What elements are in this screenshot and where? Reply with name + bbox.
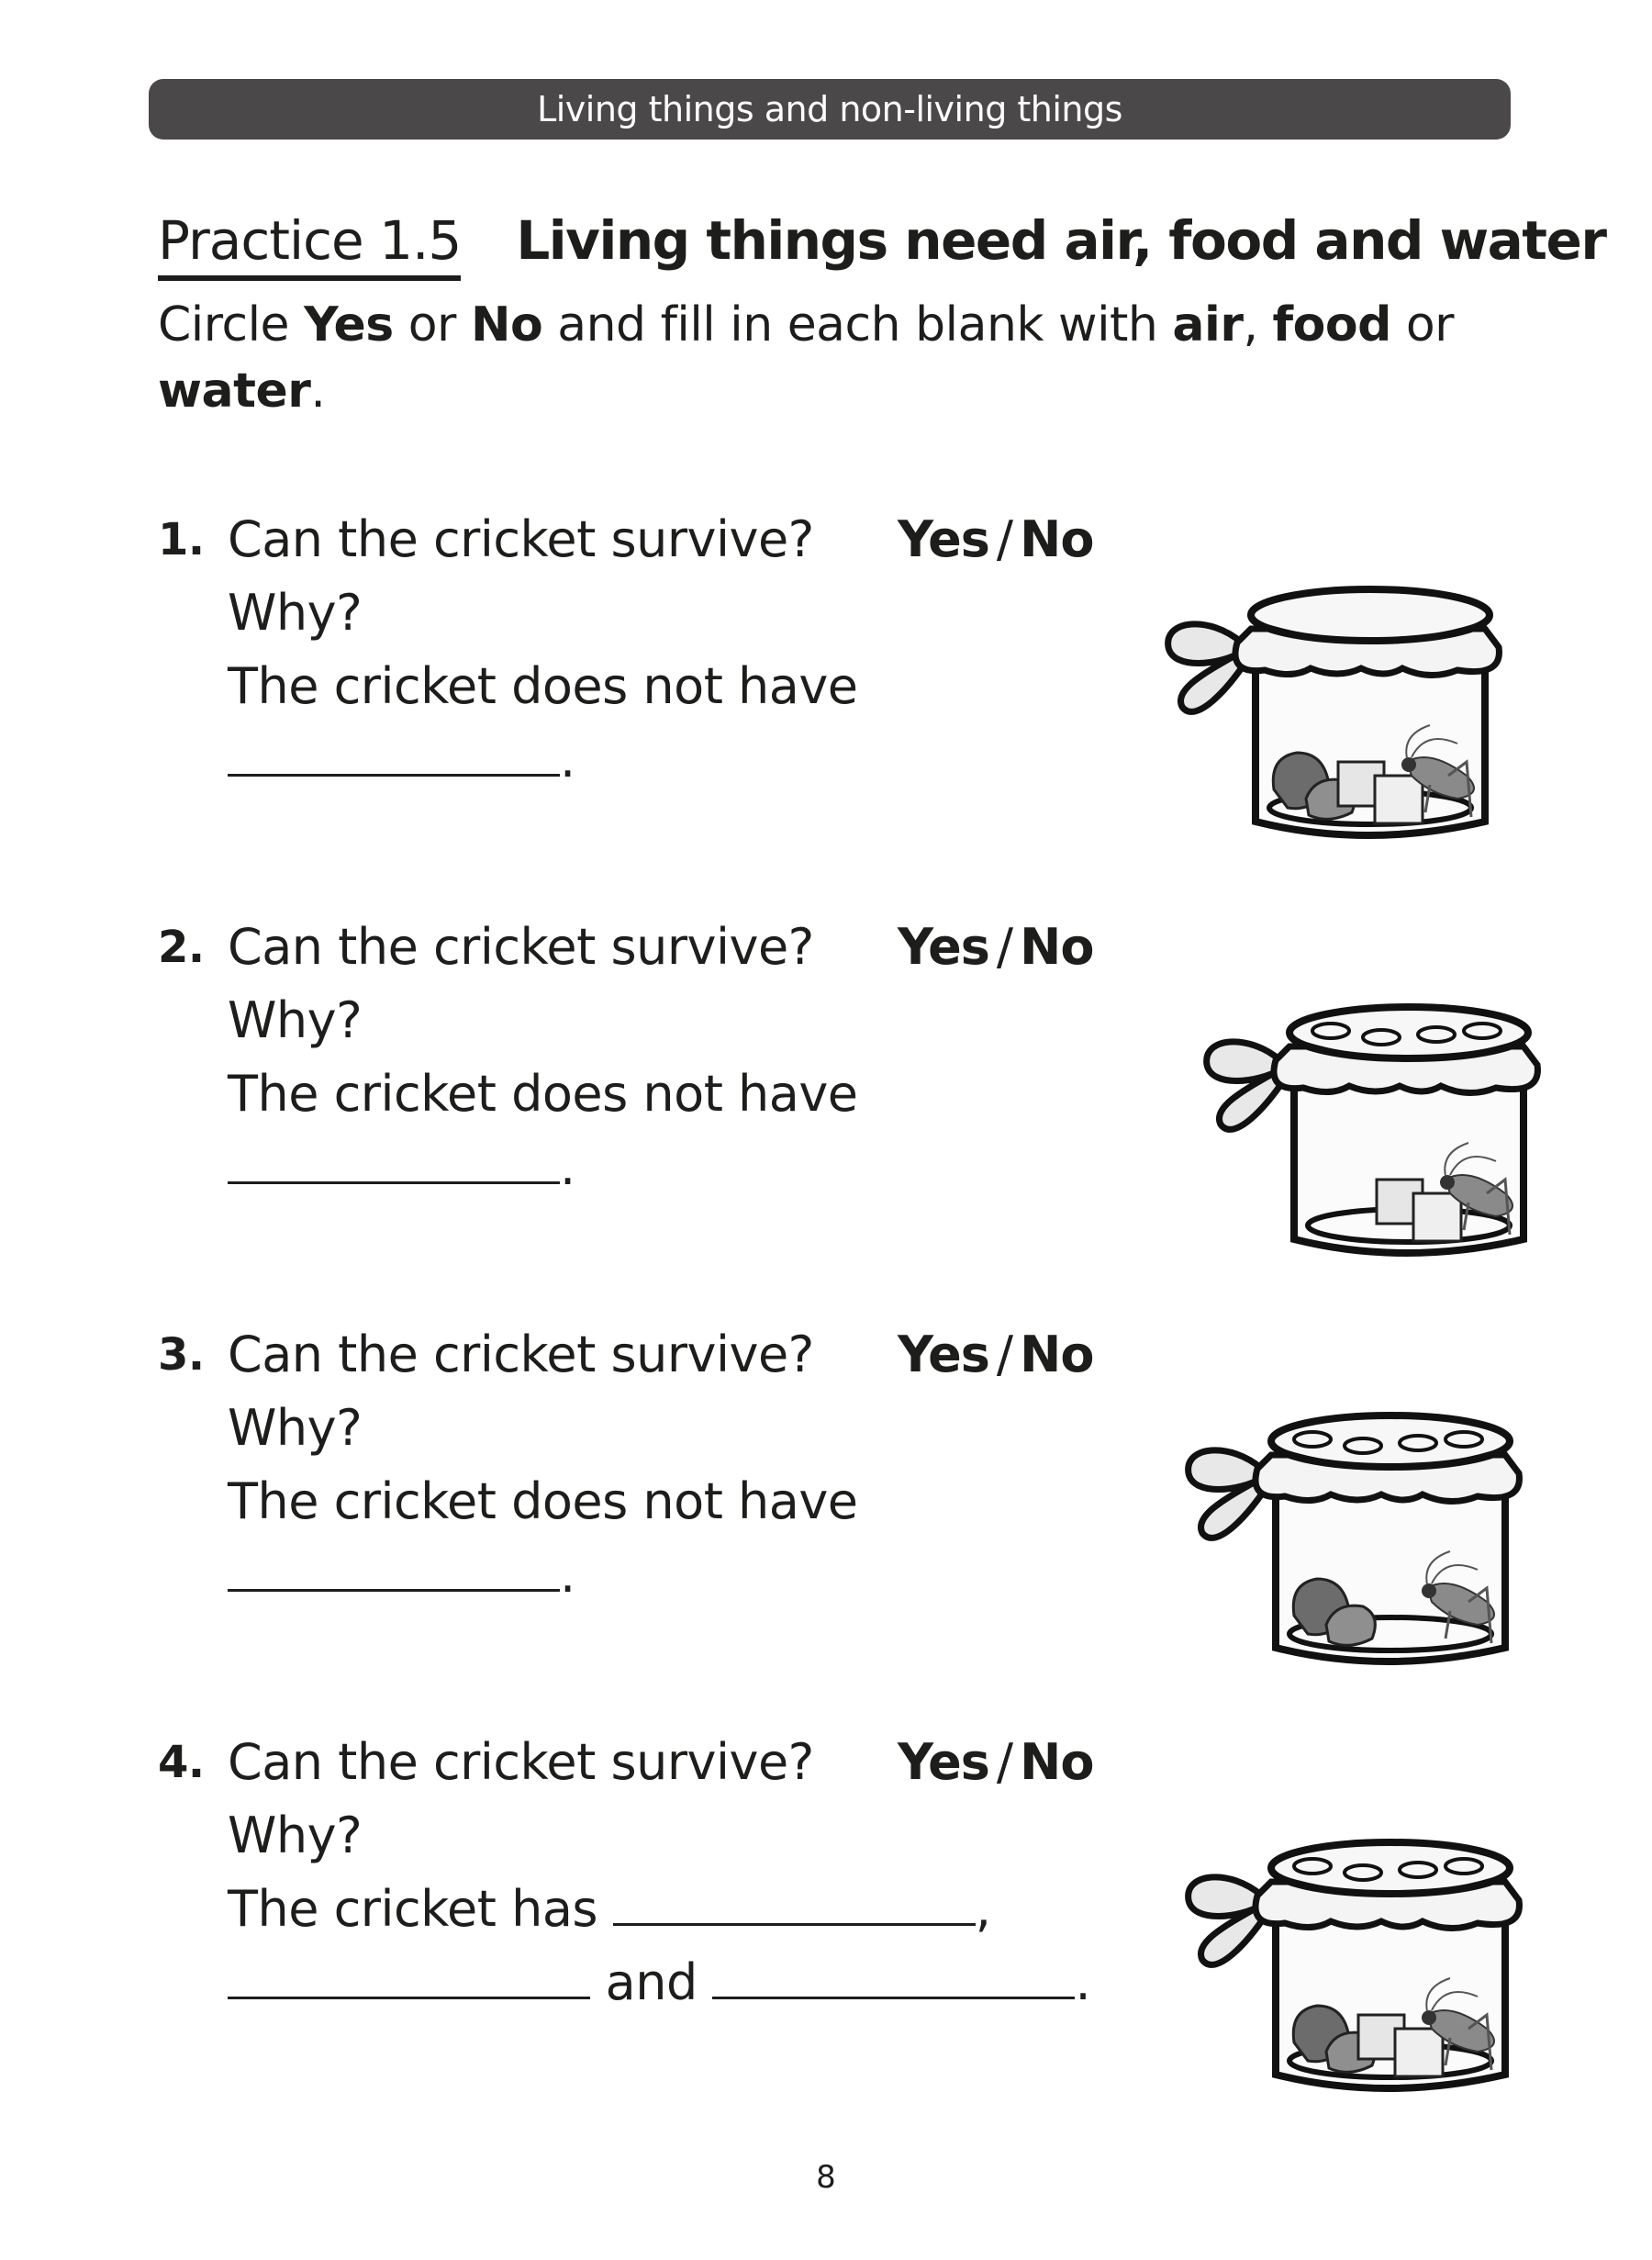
chapter-title: Living things and non-living things: [537, 89, 1122, 129]
slash: /: [996, 510, 1013, 568]
instructions-yes: Yes: [304, 297, 394, 352]
question-3: [158, 1318, 1167, 1612]
answer-blank-1[interactable]: [613, 1873, 976, 1926]
answer-blank[interactable]: [228, 723, 560, 777]
slash: /: [996, 1733, 1013, 1791]
instructions-text: or: [393, 297, 471, 352]
answer-blank-2[interactable]: [228, 1946, 590, 1999]
question-text: Can the cricket survive?: [228, 510, 814, 568]
no-option[interactable]: No: [1020, 1326, 1094, 1383]
question-number: 3.: [158, 1329, 205, 1381]
jar-image-1: [1155, 578, 1558, 854]
instructions-water: water: [158, 364, 311, 419]
jar-image-2: [1193, 996, 1597, 1271]
chapter-header-bar: [149, 79, 1511, 140]
answer-blank[interactable]: [228, 1131, 560, 1184]
yes-option[interactable]: Yes: [898, 918, 989, 976]
why-label: Why?: [228, 1807, 363, 1864]
why-label: Why?: [228, 1399, 363, 1457]
practice-label: Practice 1.5: [158, 209, 461, 281]
practice-title: Living things need air, food and water: [516, 209, 1606, 272]
instructions-text: .: [310, 364, 326, 419]
answer-prefix: The cricket does not have: [228, 1472, 858, 1530]
and-label: and: [605, 1953, 698, 2011]
jar-image-3: [1175, 1404, 1579, 1680]
no-option[interactable]: No: [1020, 918, 1094, 976]
question-text: Can the cricket survive?: [228, 918, 814, 976]
question-number: 1.: [158, 514, 205, 565]
instructions-no: No: [470, 297, 543, 352]
period: .: [560, 1546, 575, 1604]
question-text: Can the cricket survive?: [228, 1733, 814, 1791]
no-option[interactable]: No: [1020, 510, 1094, 568]
period: .: [560, 731, 575, 789]
answer-prefix: The cricket does not have: [228, 1065, 858, 1123]
yes-option[interactable]: Yes: [898, 510, 989, 568]
yes-option[interactable]: Yes: [898, 1733, 989, 1791]
question-4: [158, 1726, 1167, 2019]
answer-blank-3[interactable]: [712, 1946, 1075, 1999]
why-label: Why?: [228, 991, 363, 1049]
yes-no-choice[interactable]: [898, 1726, 1093, 1799]
yes-option[interactable]: Yes: [898, 1326, 989, 1383]
no-option[interactable]: No: [1020, 1733, 1094, 1791]
instructions: [158, 292, 1489, 424]
answer-prefix: The cricket does not have: [228, 657, 858, 715]
question-2: [158, 911, 1167, 1204]
instructions-text: or: [1390, 297, 1455, 352]
question-1: [158, 503, 1167, 797]
instructions-food: food: [1272, 297, 1391, 352]
instructions-air: air: [1172, 297, 1244, 352]
jar-image-4: [1175, 1831, 1579, 2107]
slash: /: [996, 1326, 1013, 1383]
instructions-text: ,: [1243, 297, 1273, 352]
why-label: Why?: [228, 584, 363, 642]
yes-no-choice[interactable]: [898, 911, 1093, 984]
yes-no-choice[interactable]: [898, 1318, 1093, 1392]
page-number: 8: [816, 2159, 836, 2196]
answer-blank[interactable]: [228, 1538, 560, 1592]
period: .: [1075, 1953, 1091, 2011]
instructions-text: and fill in each blank with: [542, 297, 1173, 352]
instructions-text: Circle: [158, 297, 305, 352]
question-number: 4.: [158, 1737, 205, 1788]
yes-no-choice[interactable]: [898, 503, 1093, 576]
question-text: Can the cricket survive?: [228, 1326, 814, 1383]
answer-prefix: The cricket has: [228, 1880, 598, 1938]
period: .: [560, 1138, 575, 1196]
slash: /: [996, 918, 1013, 976]
question-number: 2.: [158, 922, 205, 973]
comma: ,: [975, 1880, 991, 1938]
practice-heading: [158, 209, 1605, 281]
